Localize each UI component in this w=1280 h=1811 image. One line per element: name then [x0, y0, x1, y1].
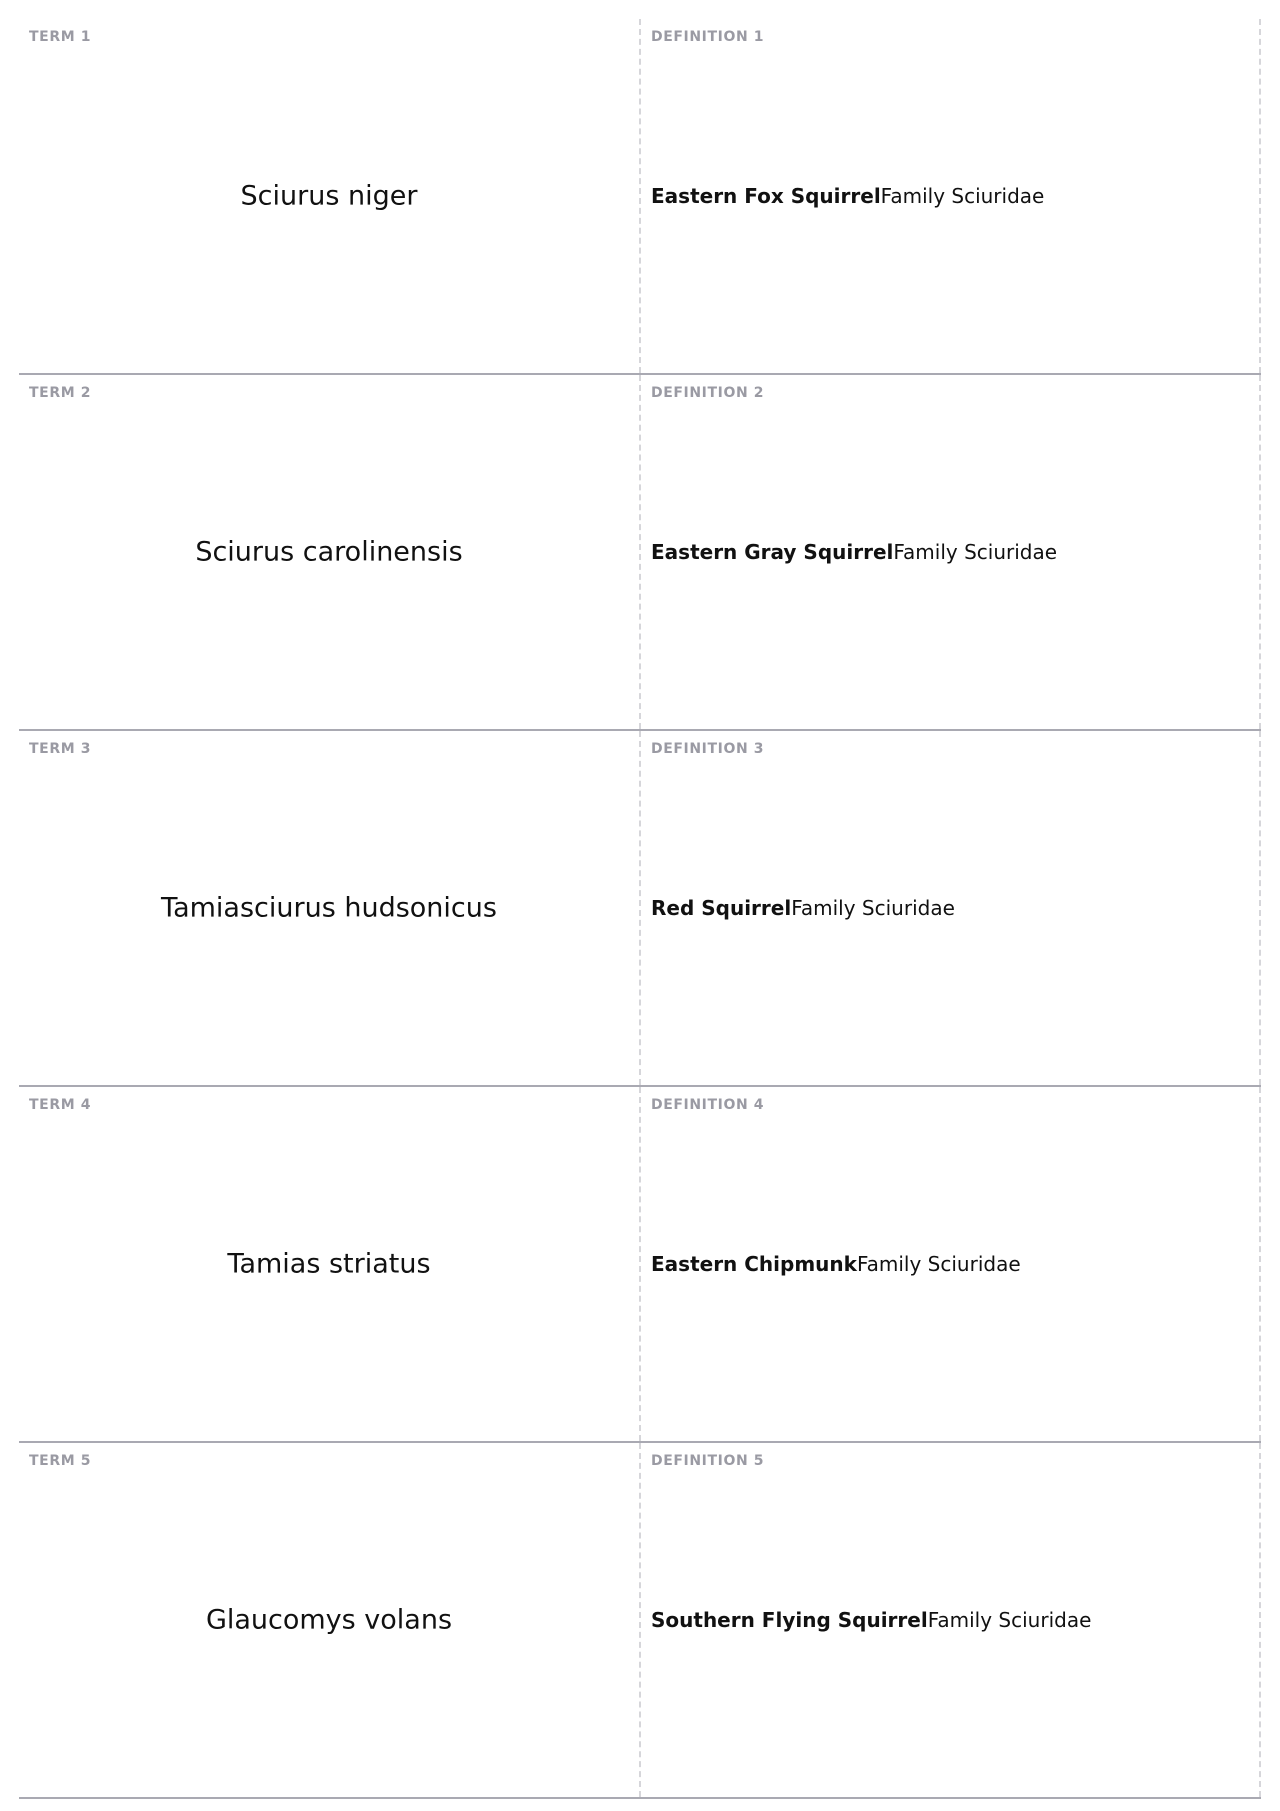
definition-detail: Family Sciuridae [893, 540, 1058, 564]
definition-detail: Family Sciuridae [880, 184, 1045, 208]
definition-cell [641, 375, 1261, 729]
term-cell [19, 1443, 641, 1797]
definition-name: Eastern Chipmunk [651, 1252, 857, 1276]
term-text: Tamias striatus [227, 1248, 431, 1280]
definition-cell [641, 1087, 1261, 1441]
definition-name: Eastern Fox Squirrel [651, 184, 881, 208]
flashcard-row [19, 19, 1261, 375]
definition-detail: Family Sciuridae [856, 1252, 1021, 1276]
term-label: TERM 5 [29, 1453, 92, 1469]
term-text: Tamiasciurus hudsonicus [161, 892, 497, 924]
definition-text [651, 1608, 1249, 1632]
definition-cell [641, 1443, 1261, 1797]
term-label: TERM 4 [29, 1097, 92, 1113]
definition-name: Southern Flying Squirrel [651, 1608, 928, 1632]
definition-label: DEFINITION 3 [651, 741, 765, 757]
definition-text [651, 896, 1249, 920]
definition-label: DEFINITION 2 [651, 385, 765, 401]
definition-text [651, 540, 1249, 564]
term-text: Glaucomys volans [205, 1604, 453, 1636]
definition-cell [641, 731, 1261, 1085]
definition-name: Eastern Gray Squirrel [651, 540, 894, 564]
term-text: Sciurus carolinensis [195, 536, 463, 568]
definition-label: DEFINITION 1 [651, 29, 765, 45]
flashcard-row [19, 1087, 1261, 1443]
definition-detail: Family Sciuridae [791, 896, 955, 920]
flashcard-sheet [19, 19, 1261, 1799]
term-label: TERM 2 [29, 385, 92, 401]
flashcard-row [19, 1443, 1261, 1799]
flashcard-row [19, 731, 1261, 1087]
flashcard-row [19, 375, 1261, 731]
term-cell [19, 375, 641, 729]
definition-text [651, 184, 1249, 208]
term-label: TERM 3 [29, 741, 92, 757]
term-text: Sciurus niger [240, 180, 418, 212]
term-label: TERM 1 [29, 29, 92, 45]
definition-cell [641, 19, 1261, 373]
definition-name: Red Squirrel [651, 896, 792, 920]
definition-detail: Family Sciuridae [927, 1608, 1092, 1632]
definition-text [651, 1252, 1249, 1276]
term-cell [19, 19, 641, 373]
definition-label: DEFINITION 4 [651, 1097, 765, 1113]
term-cell [19, 1087, 641, 1441]
definition-label: DEFINITION 5 [651, 1453, 765, 1469]
term-cell [19, 731, 641, 1085]
